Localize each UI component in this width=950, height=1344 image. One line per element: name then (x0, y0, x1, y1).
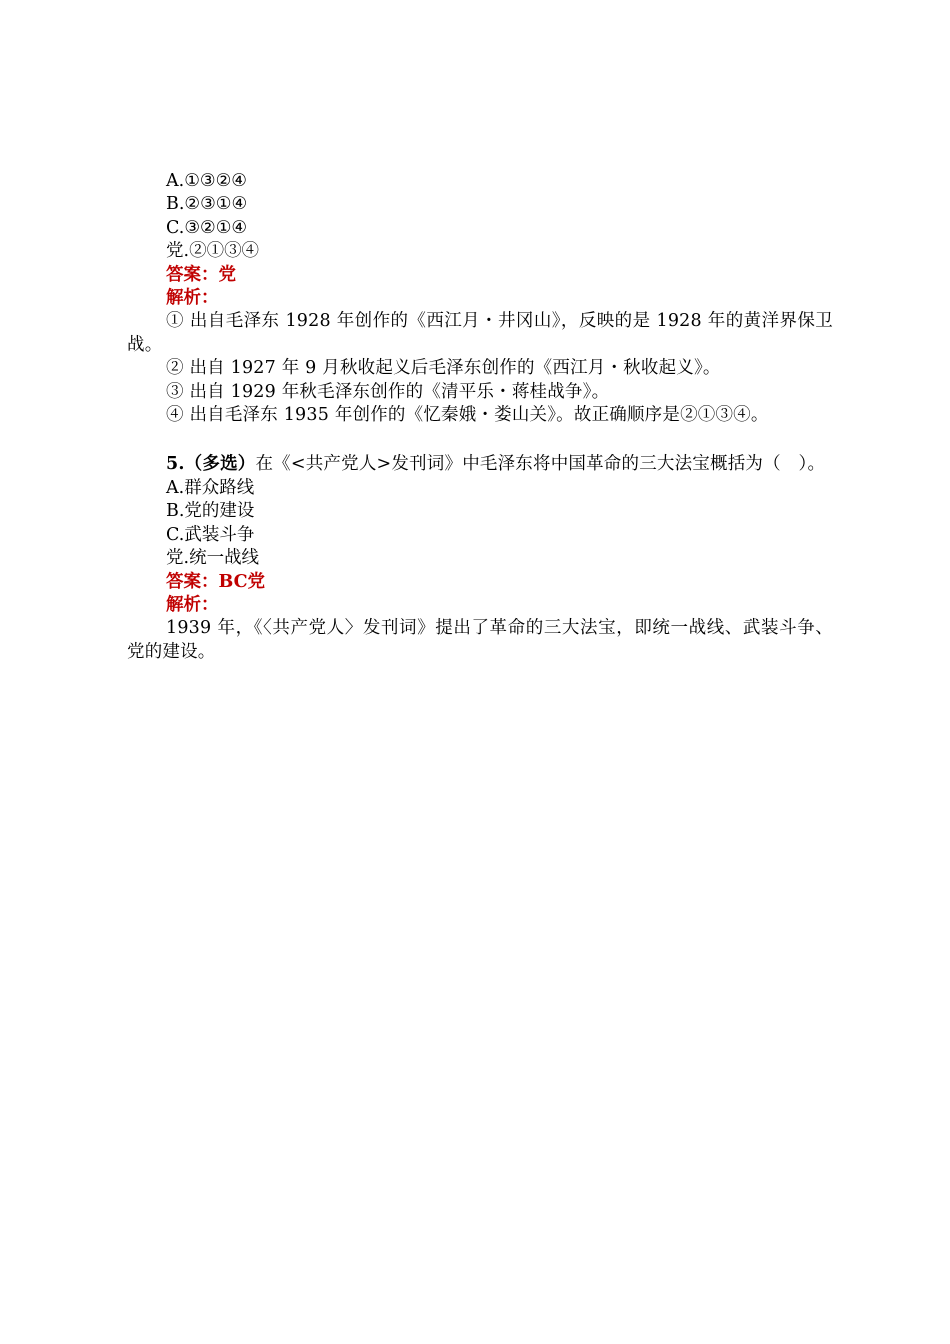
q5-analysis-label: 解析： (166, 594, 219, 615)
q5-analysis-text: 1939 年，《〈共产党人〉发刊词》提出了革命的三大法宝，即统一战线、武装斗争、党的建设。 (127, 618, 833, 662)
q4-analysis-item-2: ② 出自 1927 年 9 月秋收起义后毛泽东创作的《西江月・秋收起义》。 (166, 358, 721, 379)
q5-option-d: 党.统一战线 (166, 548, 260, 569)
q4-analysis-item-4: ④ 出自毛泽东 1935 年创作的《忆秦娥・娄山关》。故正确顺序是②①③④。 (166, 405, 769, 426)
q4-analysis-item-3: ③ 出自 1929 年秋毛泽东创作的《清平乐・蒋桂战争》。 (166, 381, 610, 402)
document-content (127, 170, 833, 664)
q4-analysis-label: 解析： (166, 288, 219, 309)
q4-option-c: C.③②①④ (166, 217, 248, 238)
question-spacer (127, 427, 833, 453)
q4-option-a: A.①③②④ (166, 171, 247, 191)
q4-option-d: 党.②①③④ (166, 241, 260, 262)
question-4-block (127, 170, 833, 427)
q4-answer: 答案：党 (166, 264, 236, 285)
q5-stem-text: 在《<共产党人>发刊词》中毛泽东将中国革命的三大法宝概括为（ ）。 (255, 454, 826, 475)
q5-option-c: C.武装斗争 (166, 524, 255, 545)
q4-analysis-item-1: ① 出自毛泽东 1928 年创作的《西江月・井冈山》，反映的是 1928 年的黄洋界保卫战。 (127, 311, 833, 355)
q4-option-b: B.②③①④ (166, 194, 248, 215)
q5-option-b: B.党的建设 (166, 501, 255, 522)
q5-option-a: A.群众路线 (166, 477, 255, 498)
question-5-block (127, 453, 833, 664)
q5-answer: 答案：BC党 (166, 571, 266, 592)
q5-number-label: 5.（多选） (166, 454, 256, 475)
q5-stem (127, 453, 833, 476)
